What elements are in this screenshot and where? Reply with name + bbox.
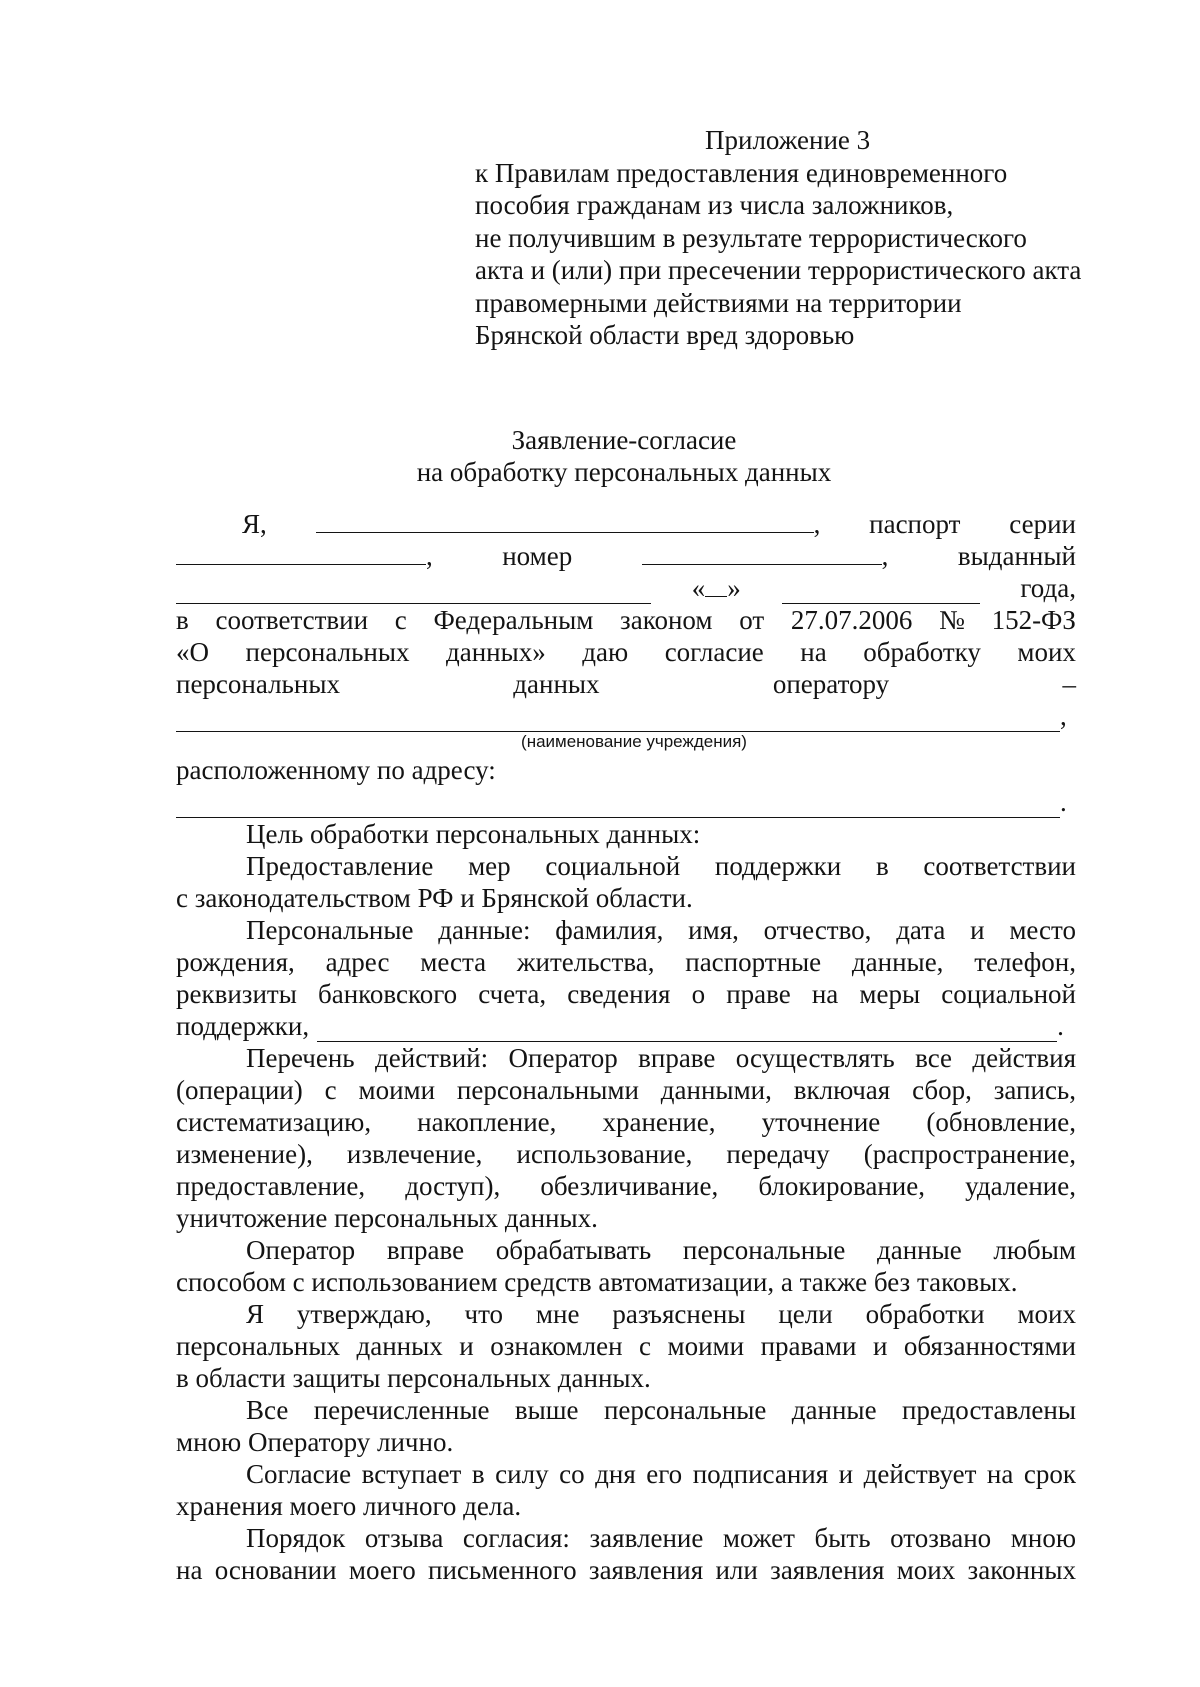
comma: , xyxy=(813,509,821,539)
passport-label: паспорт xyxy=(869,509,961,539)
ya-label: Я, xyxy=(242,509,267,539)
actions-line: предоставление, доступ), обезличивание, блокирование, удаление, xyxy=(176,1171,1076,1201)
title-line-2: на обработку персональных данных xyxy=(416,457,832,487)
provided-line: Все перечисленные выше персональные данные предоставлены xyxy=(246,1395,1076,1425)
actions-line: систематизацию, накопление, хранение, уточнение (обновление, xyxy=(176,1107,1076,1137)
series-blank-group xyxy=(176,540,433,572)
address-label: расположенному по адресу: xyxy=(176,755,496,785)
pd-extra-row: поддержки, . xyxy=(176,1011,1064,1041)
term-line: хранения моего личного дела. xyxy=(176,1491,522,1521)
pd-line: рождения, адрес места жительства, паспортные данные, телефон, xyxy=(176,947,1076,977)
day-blank[interactable] xyxy=(705,574,727,597)
purpose-heading: Цель обработки персональных данных: xyxy=(246,819,701,849)
address-row: . xyxy=(176,786,1076,818)
purpose-line: с законодательством РФ и Брянской области. xyxy=(176,883,693,913)
actions-line: изменение), извлечение, использование, передачу (распространение, xyxy=(176,1139,1076,1169)
pd-extra-blank[interactable] xyxy=(317,1019,1057,1042)
actions-line: Перечень действий: Оператор вправе осуществлять все действия xyxy=(246,1043,1076,1073)
law-reference-row: в соответствии с Федеральным законом от 27.07.2006 № 152-ФЗ xyxy=(176,605,1076,635)
consent-row: «О персональных данных» даю согласие на обработку моих xyxy=(176,637,1076,667)
document-body xyxy=(176,508,1076,1586)
number-blank-group xyxy=(642,540,889,572)
method-line: способом с использованием средств автоматизации, а также без таковых. xyxy=(176,1267,1018,1297)
fullname-blank[interactable] xyxy=(316,510,814,533)
appendix-header xyxy=(475,124,1175,352)
institution-blank[interactable] xyxy=(176,709,1060,732)
day-field-group: « » xyxy=(691,573,741,603)
pd-line: реквизиты банковского счета, сведения о праве на меры социальной xyxy=(176,979,1076,1009)
institution-caption: (наименование учреждения) xyxy=(521,732,747,751)
revoke-line: Порядок отзыва согласия: заявление может быть отозвано мною xyxy=(246,1523,1076,1553)
series-blank[interactable] xyxy=(176,542,426,565)
title-line-1: Заявление-согласие xyxy=(511,425,737,455)
revoke-line: на основании моего письменного заявления или заявления моих законных xyxy=(176,1555,1076,1585)
confirm-line: в области защиты персональных данных. xyxy=(176,1363,651,1393)
appendix-line: правомерными действиями на территории xyxy=(475,287,962,318)
appendix-line: Брянской области вред здоровью xyxy=(475,320,855,350)
pd-line: Персональные данные: фамилия, имя, отчество, дата и место xyxy=(246,915,1076,945)
appendix-line: не получившим в результате террористического xyxy=(475,222,1027,253)
institution-row: , xyxy=(176,700,1076,732)
appendix-line: пособия гражданам из числа заложников, xyxy=(475,190,954,220)
document-title xyxy=(0,424,1200,488)
form-row-name xyxy=(176,508,1076,540)
confirm-line: Я утверждаю, что мне разъяснены цели обработки моих xyxy=(246,1299,1076,1329)
number-label: номер xyxy=(502,541,573,571)
appendix-line: акта и (или) при пресечении террористического акта xyxy=(475,255,1082,285)
operator-row: персональных данных оператору – xyxy=(176,669,1076,699)
fullname-blank-group xyxy=(316,508,821,540)
form-row-issued xyxy=(176,572,1076,604)
provided-line: мною Оператору лично. xyxy=(176,1427,454,1457)
form-row-passport xyxy=(176,540,1076,572)
comma: , xyxy=(426,541,433,571)
issued-label: выданный xyxy=(957,541,1076,571)
year-label: года, xyxy=(1020,573,1076,603)
purpose-line: Предоставление мер социальной поддержки в соответствии xyxy=(246,851,1076,881)
term-line: Согласие вступает в силу со дня его подписания и действует на срок xyxy=(246,1459,1076,1489)
method-line: Оператор вправе обрабатывать персональные данные любым xyxy=(246,1235,1076,1265)
number-blank[interactable] xyxy=(642,542,882,565)
appendix-number: Приложение 3 xyxy=(705,125,871,155)
month-blank[interactable] xyxy=(782,581,980,604)
series-label: серии xyxy=(1009,509,1076,539)
issued-by-blank[interactable] xyxy=(176,581,651,604)
appendix-line: к Правилам предоставления единовременного xyxy=(475,157,1008,188)
actions-line: уничтожение персональных данных. xyxy=(176,1203,598,1233)
confirm-line: персональных данных и ознакомлен с моими правами и обязанностями xyxy=(176,1331,1076,1361)
comma: , xyxy=(881,541,889,571)
address-blank[interactable] xyxy=(176,795,1060,818)
actions-line: (операции) с моими персональными данными, включая сбор, запись, xyxy=(176,1075,1076,1105)
